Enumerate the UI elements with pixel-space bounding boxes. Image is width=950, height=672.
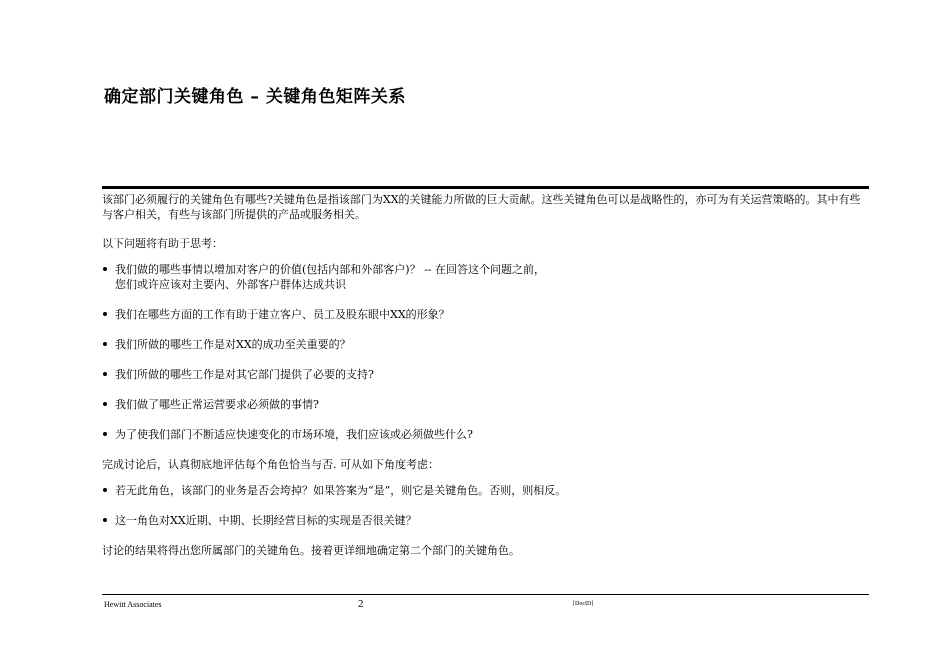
question-text-continued: 您们或许应该对主要内、外部客户群体达成共识 xyxy=(115,278,346,291)
bullet-icon xyxy=(103,267,107,271)
criteria-text: 若无此角色，该部门的业务是否会垮掉？如果答案为“是”，则它是关键角色。否则，则相反。 xyxy=(115,484,567,497)
criteria-list xyxy=(102,483,869,528)
question-text: 为了使我们部门不断适应快速变化的市场环境，我们应该或必须做些什么? xyxy=(115,428,473,441)
list-item xyxy=(102,427,869,442)
main-content xyxy=(102,192,869,558)
bullet-icon xyxy=(103,402,107,406)
list-item xyxy=(102,397,869,412)
criteria-text: 这一角色对XX近期、中期、长期经营目标的实现是否很关键？ xyxy=(115,514,417,527)
question-text: 我们所做的哪些工作是对其它部门提供了必要的支持? xyxy=(115,368,374,381)
evaluation-text: 完成讨论后，认真彻底地评估每个角色恰当与否. 可从如下角度考虑： xyxy=(102,458,439,471)
bullet-icon xyxy=(103,518,107,522)
list-item xyxy=(102,367,869,382)
bullet-icon xyxy=(103,488,107,492)
page-number: 2 xyxy=(358,598,364,610)
question-text: 我们在哪些方面的工作有助于建立客户、员工及股东眼中XX的形象？ xyxy=(115,308,450,321)
intro-paragraph: 该部门必须履行的关键角色有哪些?关键角色是指该部门为XX的关键能力所做的巨大贡献。这些关键角色可以是战略性的，亦可为有关运营策略的。其中有些与客户相关，有些与该部门所提供的产品或服务相关。 xyxy=(102,193,861,221)
bullet-icon xyxy=(103,372,107,376)
list-item xyxy=(102,337,869,352)
list-item xyxy=(102,513,869,528)
list-item xyxy=(102,307,869,322)
list-item xyxy=(102,262,869,292)
title-divider xyxy=(102,186,869,189)
question-text: 我们做了哪些正常运营要求必须做的事情? xyxy=(115,398,319,411)
footer-divider xyxy=(102,594,869,595)
question-text: 我们做的哪些事情以增加对客户的价值(包括内部和外部客户)？ -- 在回答这个问题之前， xyxy=(115,263,546,276)
question-text: 我们所做的哪些工作是对XX的成功至关重要的？ xyxy=(115,338,351,351)
bullet-icon xyxy=(103,342,107,346)
lead-text: 以下问题将有助于思考： xyxy=(102,237,223,250)
bullet-icon xyxy=(103,432,107,436)
doc-id: [DocID] xyxy=(573,601,594,607)
bullet-icon xyxy=(103,312,107,316)
page-title: 确定部门关键角色 – 关键角色矩阵关系 xyxy=(104,87,406,107)
question-list xyxy=(102,262,869,442)
footer-company: Hewitt Associates xyxy=(104,600,162,609)
list-item xyxy=(102,483,869,498)
conclusion-text: 讨论的结果将得出您所属部门的关键角色。接着更详细地确定第二个部门的关键角色。 xyxy=(102,544,520,557)
